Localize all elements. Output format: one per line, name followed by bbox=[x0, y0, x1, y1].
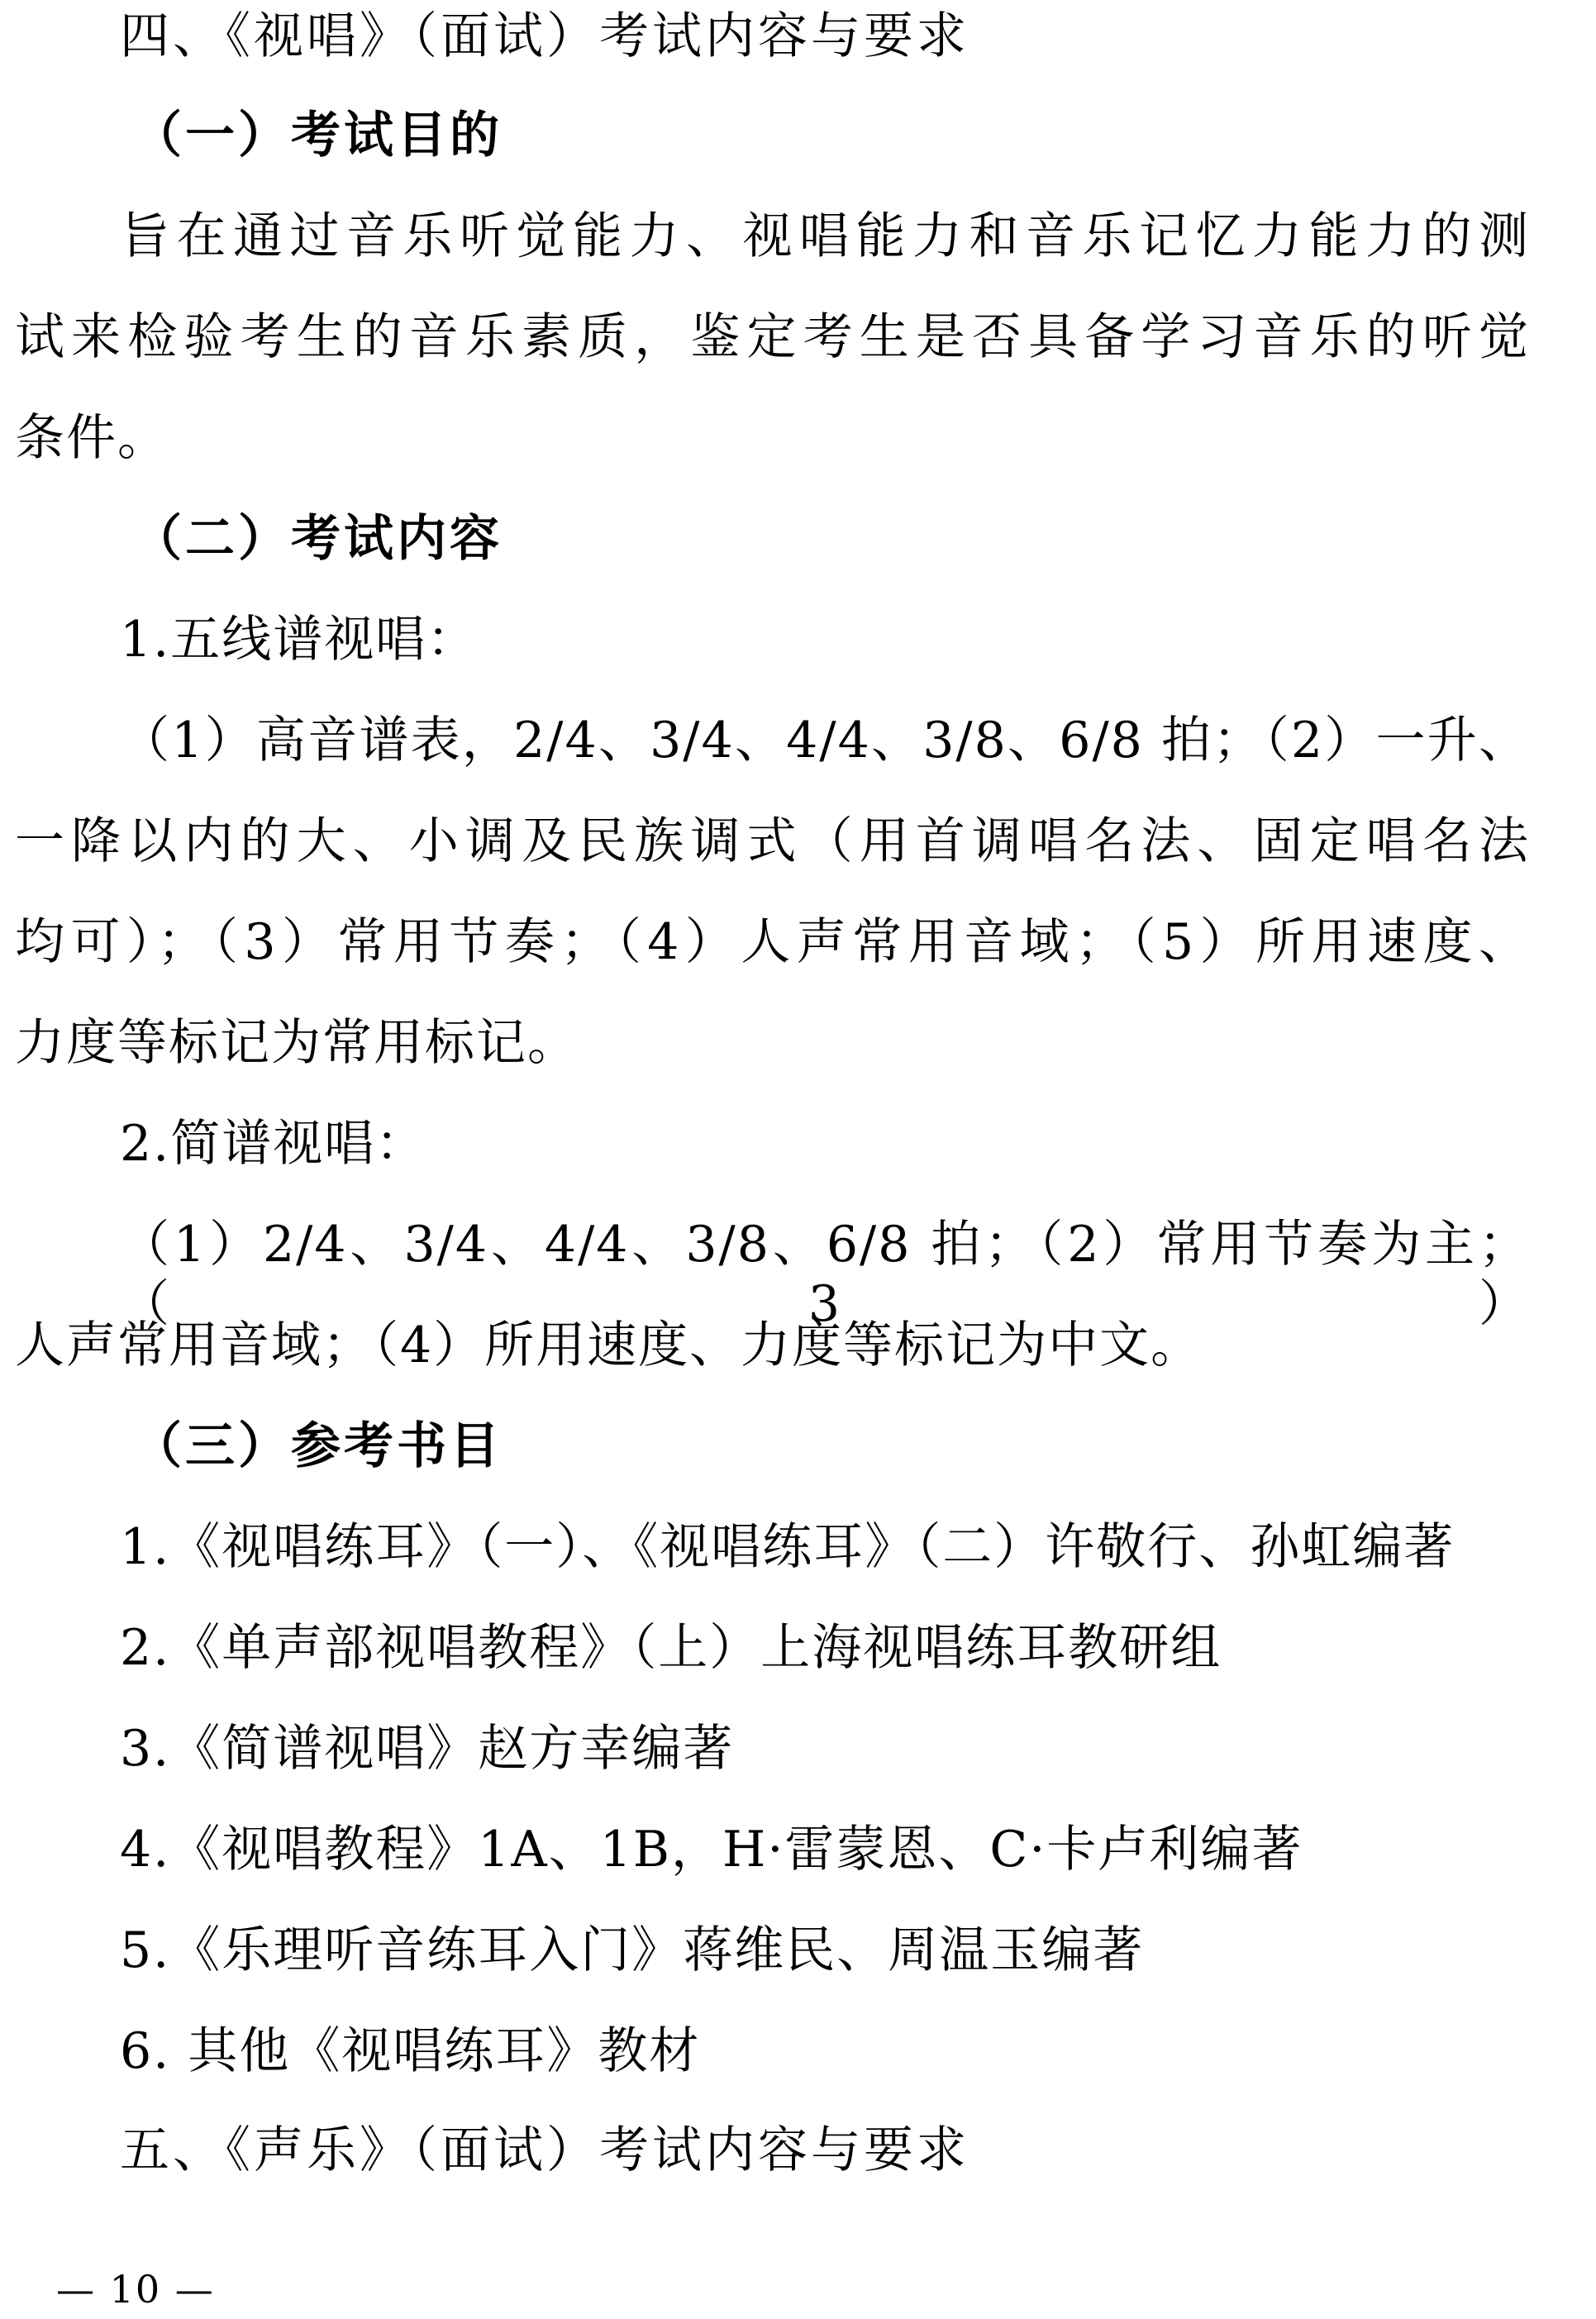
staff-requirements-line-4: 力度等标记为常用标记。 bbox=[15, 1014, 579, 1072]
staff-requirements-line-3: 均可）；（3）常用节奏；（4）人声常用音域；（5）所用速度、 bbox=[15, 913, 1530, 971]
reference-book-item-2: 2.《单声部视唱教程》（上）上海视唱练耳教研组 bbox=[120, 1619, 1222, 1677]
reference-book-item-1: 1.《视唱练耳》（一）、《视唱练耳》（二）许敬行、孙虹编著 bbox=[120, 1518, 1455, 1576]
page-number: — 10 — bbox=[56, 2267, 215, 2312]
exam-content-heading: （二）考试内容 bbox=[132, 510, 503, 568]
purpose-paragraph-line-1: 旨在通过音乐听觉能力、视唱能力和音乐记忆力能力的测 bbox=[120, 207, 1530, 265]
staff-requirements-line-2: 一降以内的大、小调及民族调式（用首调唱名法、固定唱名法 bbox=[15, 812, 1530, 870]
numbered-notation-title: 2.简谱视唱： bbox=[120, 1115, 427, 1173]
numbered-requirements-line-2: 人声常用音域；（4）所用速度、力度等标记为中文。 bbox=[15, 1317, 1203, 1374]
section-5-heading: 五、《声乐》（面试）考试内容与要求 bbox=[120, 2121, 970, 2179]
numbered-requirements-line-1: （1）2/4、3/4、4/4、3/8、6/8 拍；（2）常用节奏为主；（3） bbox=[120, 1216, 1530, 1333]
reference-book-item-3: 3.《简谱视唱》赵方幸编著 bbox=[120, 1720, 735, 1778]
reference-book-item-4: 4.《视唱教程》1A、1B，H·雷蒙恩、C·卡卢利编著 bbox=[120, 1821, 1303, 1879]
purpose-paragraph-line-3: 条件。 bbox=[15, 409, 169, 467]
exam-purpose-heading: （一）考试目的 bbox=[132, 107, 503, 164]
purpose-paragraph-line-2: 试来检验考生的音乐素质，鉴定考生是否具备学习音乐的听觉 bbox=[15, 308, 1530, 366]
section-4-heading: 四、《视唱》（面试）考试内容与要求 bbox=[120, 7, 970, 65]
reference-books-heading: （三）参考书目 bbox=[132, 1417, 503, 1475]
staff-requirements-line-1: （1）高音谱表，2/4、3/4、4/4、3/8、6/8 拍；（2）一升、 bbox=[120, 712, 1530, 769]
staff-sight-singing-title: 1.五线谱视唱： bbox=[120, 611, 479, 669]
reference-book-item-6: 6. 其他《视唱练耳》教材 bbox=[120, 2022, 701, 2080]
reference-book-item-5: 5.《乐理听音练耳入门》蒋维民、周温玉编著 bbox=[120, 1921, 1145, 1979]
